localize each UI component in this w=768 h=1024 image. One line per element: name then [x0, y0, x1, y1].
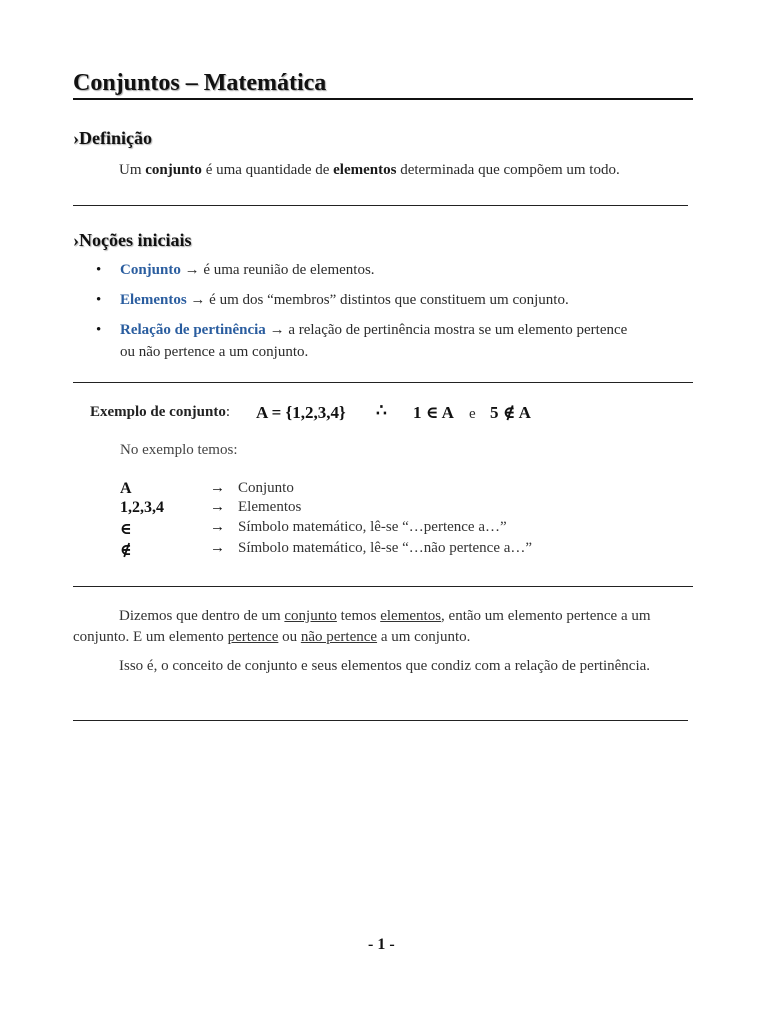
table-row-symbol: A [120, 480, 132, 497]
list-item-desc: → a relação de pertinência mostra se um elemento pertence [265, 322, 628, 338]
bullet-icon: • [96, 262, 102, 278]
page-number: - 1 - [368, 936, 395, 953]
arrow-icon: → [210, 480, 225, 496]
term-elementos: elementos [333, 162, 397, 178]
bullet-icon: • [96, 292, 102, 308]
divider [73, 720, 688, 721]
arrow-icon: → [210, 519, 225, 535]
text-run: a um conjunto. [377, 629, 471, 645]
example-colon: : [225, 404, 231, 420]
text-run: Isso é, o conceito de conjunto e seus elementos que condiz com a relação de pertinência. [119, 658, 651, 674]
list-item-continuation: ou não pertence a um conjunto. [120, 344, 309, 360]
list-item-term: Relação de pertinência [120, 322, 266, 338]
table-row-symbol: ∉ [120, 542, 132, 559]
text-run: Dizemos que dentro de um [119, 608, 285, 624]
arrow-icon: → [210, 499, 225, 515]
term-conjunto: conjunto [145, 162, 202, 178]
text-run: Um [119, 162, 146, 178]
list-item [96, 262, 375, 279]
divider [73, 586, 693, 587]
text-run: , então um elemento pertence a um conjunto. E um elemento [73, 608, 651, 645]
underlined-term: pertence [227, 629, 279, 645]
paragraph [73, 656, 693, 677]
example-label-text: Exemplo de conjunto [90, 404, 226, 420]
table-row-symbol: 1,2,3,4 [120, 499, 164, 516]
text-run: temos [336, 608, 381, 624]
table-row-text: Elementos [238, 499, 302, 515]
example-not-belongs: 5 ∉ A [490, 403, 531, 422]
underlined-term: conjunto [284, 608, 337, 624]
definicao-text [119, 162, 620, 179]
example-set: A = {1,2,3,4} [256, 403, 346, 422]
text-run: determinada que compõem um todo. [396, 162, 620, 178]
text-run: ou [278, 629, 301, 645]
section-heading-nocoes: ›Noções iniciais [73, 230, 192, 250]
divider [73, 382, 693, 383]
list-item [96, 322, 628, 339]
underlined-term: elementos [380, 608, 442, 624]
page-title: Conjuntos – Matemática [73, 68, 693, 100]
section-heading-definicao: ›Definição [73, 128, 152, 148]
paragraph [73, 606, 693, 648]
arrow-icon: → [210, 540, 225, 556]
list-item-desc: → é um dos “membros” distintos que constituem um conjunto. [186, 292, 569, 308]
list-item [96, 292, 569, 309]
list-item-desc: → é uma reunião de elementos. [180, 262, 375, 278]
list-item-term: Conjunto [120, 262, 181, 278]
therefore-symbol: ∴ [376, 401, 387, 420]
example-intro: No exemplo temos: [120, 442, 238, 458]
list-item-term: Elementos [120, 292, 187, 308]
table-row-symbol: ∈ [120, 521, 132, 538]
example-label [90, 404, 230, 421]
table-row-text: Símbolo matemático, lê-se “…não pertence a…” [238, 540, 533, 556]
text-run: é uma quantidade de [201, 162, 334, 178]
bullet-icon: • [96, 322, 102, 338]
table-row-text: Conjunto [238, 480, 294, 496]
example-conjunction: e [469, 406, 476, 422]
divider [73, 205, 688, 206]
table-row-text: Símbolo matemático, lê-se “…pertence a…” [238, 519, 507, 535]
example-belongs: 1 ∈ A [413, 403, 454, 422]
underlined-term: não pertence [300, 629, 378, 645]
